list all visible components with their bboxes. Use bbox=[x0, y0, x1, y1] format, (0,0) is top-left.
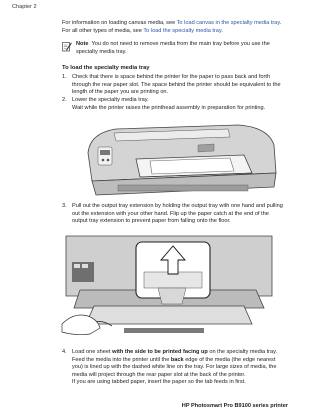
page-footer: HP Photosmart Pro B9100 series printer bbox=[181, 403, 288, 409]
step-2 bbox=[62, 97, 284, 112]
step-1 bbox=[62, 74, 284, 97]
step-text: Lower the specialty media tray. bbox=[72, 97, 149, 103]
step-text: Check that there is space behind the printer for the paper to pass back and forth through the rear paper slot. The space behind the printer should be equivalent to the length of the paper you are printing on. bbox=[72, 74, 281, 96]
note-text: You do not need to remove media from the main tray before you use the specialty media tray. bbox=[76, 41, 270, 55]
step-text-pre: Load one sheet bbox=[72, 349, 113, 355]
link-specialty-tray[interactable]: To load the specialty media tray bbox=[143, 27, 222, 34]
step-4 bbox=[62, 349, 284, 387]
step-text-mid: on the specialty media tray. Feed the media into the printer until the bbox=[72, 349, 278, 363]
step-text-extra: If you are using tabbed paper, insert the paper so the tab feeds in first. bbox=[72, 379, 246, 386]
step-text-2: Wait while the printer raises the printhead assembly in preparation for printing. bbox=[72, 104, 266, 111]
link-canvas-tray[interactable]: To load canvas in the specialty media tray bbox=[176, 20, 280, 26]
chapter-header: Chapter 2 bbox=[12, 4, 37, 10]
step-3 bbox=[62, 203, 284, 226]
section-heading: To load the specialty media tray bbox=[62, 65, 150, 71]
step-text bbox=[72, 349, 284, 379]
output-tray-extension-illustration bbox=[60, 232, 278, 342]
step-number: 4. bbox=[62, 349, 67, 355]
step-number: 1. bbox=[62, 74, 67, 80]
note-block bbox=[76, 41, 284, 56]
printer-tray-illustration bbox=[78, 115, 288, 201]
note-pencil-icon bbox=[62, 41, 72, 52]
step-text: Pull out the output tray extension by holding the output tray with one hand and pulling out the extension with your other hand. Flip up the paper catch at the end of the output tray extension to prevent paper from falling onto the floor. bbox=[72, 203, 283, 225]
step-number: 2. bbox=[62, 97, 67, 103]
intro-text-3: . bbox=[221, 27, 223, 34]
intro-text-1: For information on loading canvas media, see bbox=[62, 20, 177, 26]
intro-paragraph bbox=[62, 20, 284, 35]
intro-text-2: . For all other types of media, see bbox=[62, 20, 282, 34]
note-label: Note bbox=[76, 41, 89, 47]
step-text-bold-2: back bbox=[170, 356, 184, 363]
step-text-bold-1: with the side to be printed facing up bbox=[112, 349, 208, 355]
step-number: 3. bbox=[62, 203, 67, 209]
step-text-post: edge of the media (the edge nearest you) is lined up with the dashed white line on the tray. For large sizes of media, the media will project through the rear paper slot at the back of the printer. bbox=[72, 356, 277, 378]
